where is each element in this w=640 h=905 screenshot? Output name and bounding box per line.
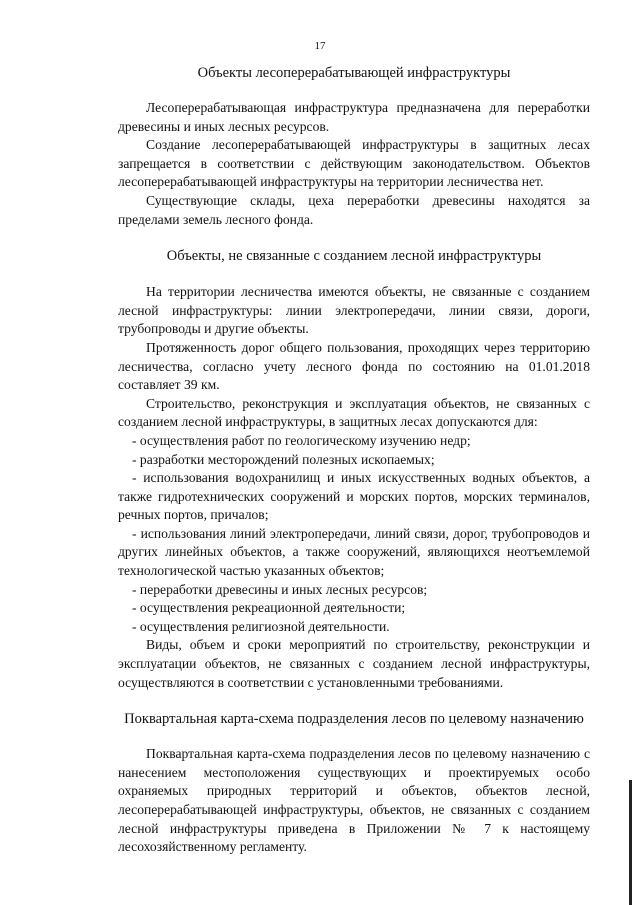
list-item: - переработки древесины и иных лесных ресурсов;	[132, 581, 428, 597]
page-number: 17	[314, 40, 326, 52]
paragraph: Протяженность дорог общего пользования, проходящих через территорию лесничества, согласно учету лесного фонда по состоянию на 01.01.2018 составляет 39 км.	[118, 339, 590, 393]
scan-edge-mark	[629, 780, 632, 905]
document-body	[118, 64, 590, 857]
paragraph: Лесоперерабатывающая инфраструктура предназначена для переработки древесины и иных лесных ресурсов.	[118, 100, 590, 134]
list-item: - осуществления работ по геологическому изучению недр;	[132, 432, 471, 448]
list-item: - использования линий электропередачи, линий связи, дорог, трубопроводов и других линейных объектов, а также сооружений, являющихся неотъемлемой технологической частью указанных объектов;	[118, 525, 590, 579]
paragraph: Поквартальная карта-схема подразделения лесов по целевому назначению с нанесением местоположения существующих и проектируемых особо охраняемых природных территорий и объектов, объектов лесной, лесоперерабатывающей инфраструктуры, объектов, не связанных с созданием лесной инфраструктуры приведена в Приложении № 7 к настоящему лесохозяйственному регламенту.	[118, 746, 590, 855]
list-item: - осуществления рекреационной деятельности;	[132, 600, 406, 616]
list-item: - осуществления религиозной деятельности.	[132, 618, 390, 634]
section-title: Объекты, не связанные с созданием лесной инфраструктуры	[166, 248, 542, 265]
paragraph: На территории лесничества имеются объекты, не связанные с созданием лесной инфраструктуры: линии электропередачи, линии связи, дороги, трубопроводы и другие объекты.	[118, 284, 590, 337]
paragraph: Строительство, реконструкция и эксплуатация объектов, не связанных с созданием лесной инфраструктуры, в защитных лесах допускаются для:	[118, 395, 590, 430]
section-title: Объекты лесоперерабатывающей инфраструктуры	[197, 65, 511, 81]
section-title: Поквартальная карта-схема подразделения лесов по целевому назначению	[124, 711, 584, 728]
list-item: - использования водохранилищ и иных искусственных водных объектов, а также гидротехнических сооружений и морских портов, морских терминалов, речных портов, причалов;	[118, 470, 590, 523]
paragraph: Виды, объем и сроки мероприятий по строительству, реконструкции и эксплуатации объектов, не связанных с созданием лесной инфраструктуры, осуществляются в соответствии с установленными требованиями.	[118, 637, 590, 690]
paragraph: Существующие склады, цеха переработки древесины находятся за пределами земель лесного фонда.	[118, 192, 590, 227]
paragraph: Создание лесоперерабатывающей инфраструктуры в защитных лесах запрещается в соответствии с действующим законодательством. Объектов лесоперерабатывающей инфраструктуры на территории лесничества нет.	[118, 137, 590, 190]
list-item: - разработки месторождений полезных ископаемых;	[132, 451, 435, 467]
